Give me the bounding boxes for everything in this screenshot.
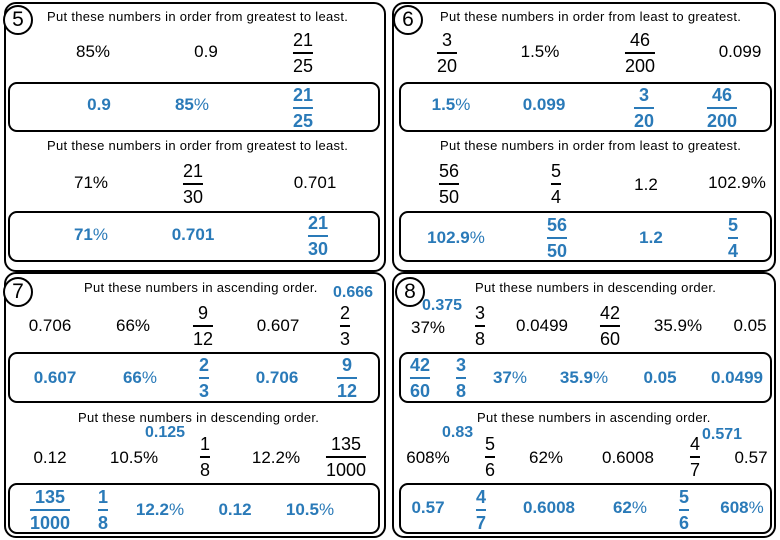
q7a-instruction: Put these numbers in ascending order. [84, 280, 318, 295]
numerator: 5 [550, 161, 562, 181]
denominator: 3 [339, 328, 351, 349]
q5b-fraction [183, 160, 203, 208]
numerator: 9 [341, 355, 352, 375]
q8b-answer-box [399, 483, 772, 534]
q8a-instruction: Put these numbers in descending order. [475, 280, 717, 295]
q5a-answer: 0.9 [87, 95, 111, 114]
q8a-answer-fraction [410, 354, 430, 402]
denominator: 7 [475, 513, 487, 533]
numerator: 56 [546, 215, 568, 235]
q7b-answer: 0.12 [218, 500, 252, 519]
q8b-item: 0.57 [734, 448, 768, 467]
q6a-instruction: Put these numbers in order from least to greatest. [440, 9, 742, 24]
denominator: 7 [689, 459, 701, 480]
q6a-answer: 0.099 [522, 95, 566, 114]
numerator: 46 [629, 30, 651, 50]
q8a-answer-fraction [456, 354, 466, 402]
q7b-fraction [200, 433, 210, 481]
denominator: 200 [706, 111, 738, 131]
numerator: 46 [711, 85, 733, 105]
numerator: 3 [474, 303, 486, 323]
q7a-overlay-value: 0.666 [333, 284, 374, 301]
denominator: 12 [192, 328, 214, 349]
numerator: 21 [307, 213, 329, 233]
q6b-instruction: Put these numbers in order from least to greatest. [440, 138, 742, 153]
q7b-answer-fraction [30, 486, 70, 534]
q7a-answer-fraction [199, 354, 209, 402]
q6b-answer: 1.2 [639, 228, 663, 247]
q6a-answer: 1.5% [431, 95, 471, 114]
numerator: 1 [97, 487, 109, 507]
q7a-fraction [193, 302, 213, 350]
q5a-item: 85% [75, 42, 111, 61]
q8a-item: 37% [410, 318, 446, 337]
numerator: 3 [638, 85, 649, 105]
denominator: 4 [727, 241, 739, 261]
q7b-fraction [326, 433, 366, 481]
q8b-answer-fraction [679, 486, 689, 534]
q6b-answer-fraction [547, 214, 567, 262]
denominator: 4 [550, 186, 562, 207]
q6a-fraction [625, 29, 655, 77]
q6a-fraction [437, 29, 457, 77]
denominator: 60 [409, 381, 431, 401]
q6b-fraction [551, 160, 561, 208]
denominator: 8 [474, 328, 486, 349]
denominator: 8 [199, 459, 211, 480]
numerator: 135 [330, 434, 362, 454]
q8b-overlay-value: 0.571 [702, 426, 743, 443]
denominator: 1000 [29, 513, 71, 533]
q8b-fraction [485, 433, 495, 481]
q7b-answer: 12.2% [135, 500, 185, 519]
q8b-instruction: Put these numbers in ascending order. [477, 410, 711, 425]
question-8-number: 8 [395, 277, 425, 307]
q5b-answer: 71% [73, 225, 109, 244]
numerator: 3 [455, 355, 467, 375]
numerator: 56 [438, 161, 460, 181]
q6a-item: 0.099 [718, 42, 762, 61]
q7a-item: 66% [115, 316, 151, 335]
numerator: 2 [198, 355, 210, 375]
numerator: 5 [727, 215, 739, 235]
q8b-answer: 608% [720, 498, 764, 517]
numerator: 4 [689, 434, 701, 454]
q5a-answer: 85% [174, 95, 210, 114]
numerator: 5 [484, 434, 496, 454]
q8b-answer: 0.6008 [523, 498, 575, 517]
q7a-answer-fraction [337, 354, 357, 402]
q8a-item: 0.05 [733, 316, 767, 335]
denominator: 6 [484, 459, 496, 480]
q8a-item: 35.9% [653, 316, 703, 335]
q7b-instruction: Put these numbers in descending order. [78, 410, 320, 425]
q7b-item: 0.12 [33, 448, 67, 467]
denominator: 3 [198, 381, 210, 401]
q8a-overlay-value: 0.375 [422, 297, 463, 314]
numerator: 1 [199, 434, 211, 454]
denominator: 20 [436, 55, 458, 76]
q8b-answer: 0.57 [411, 498, 445, 517]
denominator: 30 [182, 186, 204, 207]
q7a-answer: 0.706 [255, 368, 299, 387]
q7a-fraction [340, 302, 350, 350]
q5b-answer: 0.701 [171, 225, 215, 244]
q7a-item: 0.607 [256, 316, 300, 335]
denominator: 1000 [325, 459, 367, 480]
numerator: 21 [292, 30, 314, 50]
q8b-item: 608% [406, 448, 450, 467]
q8b-item: 62% [528, 448, 564, 467]
q6a-answer-fraction [707, 84, 737, 132]
q5b-instruction: Put these numbers in order from greatest to least. [47, 138, 349, 153]
q7a-item: 0.706 [28, 316, 72, 335]
question-6-number: 6 [393, 5, 423, 35]
q5b-answer-fraction [308, 212, 328, 260]
question-7-number: 7 [3, 277, 33, 307]
numerator: 21 [292, 85, 314, 105]
q6a-item: 1.5% [520, 42, 560, 61]
q8b-answer: 62% [612, 498, 648, 517]
q8a-fraction [475, 302, 485, 350]
q5a-fraction [293, 29, 313, 77]
q8a-answer: 0.05 [643, 368, 677, 387]
q6b-item: 102.9% [708, 173, 766, 192]
denominator: 25 [292, 111, 314, 131]
denominator: 8 [97, 513, 109, 533]
numerator: 4 [475, 487, 487, 507]
q5a-item: 0.9 [194, 42, 218, 61]
q8a-answer: 35.9% [559, 368, 609, 387]
q8a-item: 0.0499 [516, 316, 568, 335]
q8a-answer: 0.0499 [711, 368, 763, 387]
numerator: 9 [197, 303, 208, 323]
q5b-item: 0.701 [293, 173, 337, 192]
q7b-overlay-value: 0.125 [145, 424, 186, 441]
numerator: 42 [409, 355, 431, 375]
q7b-answer-fraction [98, 486, 108, 534]
numerator: 21 [182, 161, 204, 181]
q5a-instruction: Put these numbers in order from greatest to least. [47, 9, 349, 24]
numerator: 3 [441, 30, 452, 50]
denominator: 30 [307, 239, 329, 259]
q6b-answer: 102.9% [427, 228, 485, 247]
numerator: 42 [599, 303, 621, 323]
denominator: 50 [546, 241, 568, 261]
denominator: 25 [292, 55, 314, 76]
q5b-item: 71% [73, 173, 109, 192]
q7b-item: 10.5% [109, 448, 159, 467]
q6a-answer-fraction [634, 84, 654, 132]
q8a-fraction [600, 302, 620, 350]
q7a-answer: 0.607 [33, 368, 77, 387]
numerator: 135 [34, 487, 66, 507]
q6b-fraction [439, 160, 459, 208]
q8b-answer-fraction [476, 486, 486, 534]
denominator: 200 [624, 55, 656, 76]
q8a-answer: 37% [492, 368, 528, 387]
question-5-number: 5 [3, 5, 33, 35]
q7a-answer: 66% [122, 368, 158, 387]
q8b-overlay-value: 0.83 [442, 424, 474, 441]
denominator: 20 [633, 111, 655, 131]
q5a-answer-fraction [293, 84, 313, 132]
denominator: 60 [599, 328, 621, 349]
q7b-answer: 10.5% [285, 500, 335, 519]
q6b-answer-fraction [728, 214, 738, 262]
q8b-fraction [690, 433, 700, 481]
q8b-item: 0.6008 [602, 448, 654, 467]
q6b-item: 1.2 [634, 175, 658, 194]
numerator: 2 [339, 303, 351, 323]
denominator: 50 [438, 186, 460, 207]
numerator: 5 [678, 487, 690, 507]
q7b-item: 12.2% [251, 448, 301, 467]
denominator: 8 [455, 381, 467, 401]
denominator: 6 [678, 513, 690, 533]
denominator: 12 [336, 381, 358, 401]
